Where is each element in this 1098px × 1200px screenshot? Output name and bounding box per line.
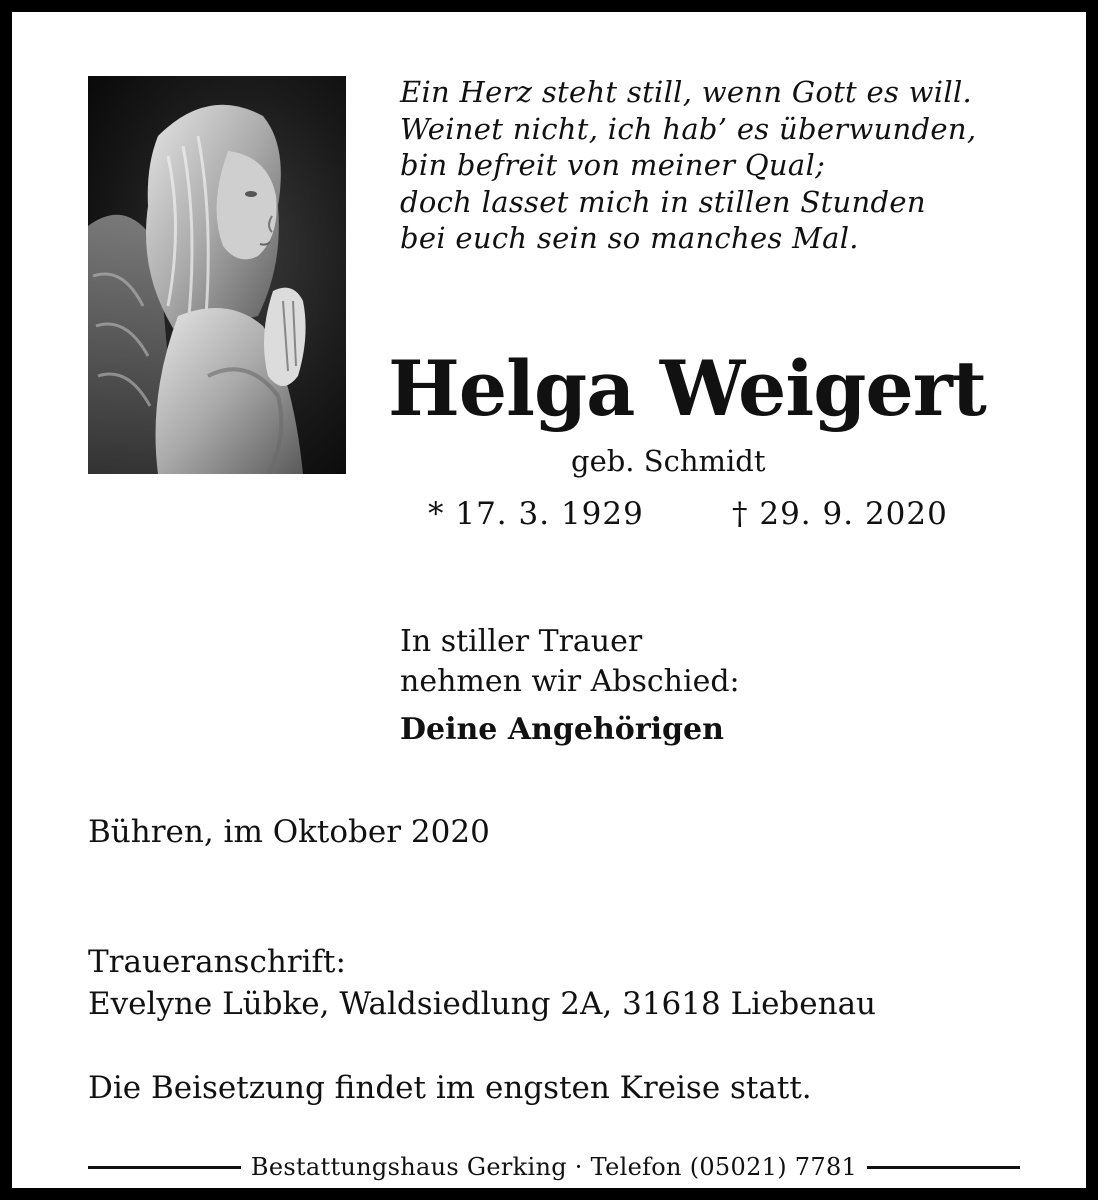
funeral-home-contact: Bestattungshaus Gerking · Telefon (05021) 7781 (250, 1153, 858, 1181)
birth-name: geb. Schmidt (571, 444, 766, 478)
footer-rule-left (88, 1166, 241, 1169)
memorial-poem (400, 74, 1040, 257)
obituary-notice (12, 12, 1086, 1188)
funeral-home-footer (88, 1152, 1020, 1182)
address-label: Traueranschrift: (88, 944, 346, 980)
poem-line: bin befreit von meiner Qual; (400, 148, 826, 182)
birth-date: * 17. 3. 1929 (428, 496, 644, 532)
poem-line: Ein Herz steht still, wenn Gott es will. (400, 75, 973, 109)
mourning-line: In stiller Trauer (400, 624, 643, 659)
poem-line: Weinet nicht, ich hab’ es überwunden, (400, 111, 977, 146)
praying-angel-icon (88, 76, 346, 474)
death-date: † 29. 9. 2020 (732, 496, 948, 532)
family-signature: Deine Angehörigen (400, 712, 724, 747)
angel-statue-photo (88, 76, 346, 474)
footer-rule-right (867, 1166, 1020, 1169)
poem-line: doch lasset mich in stillen Stunden (400, 184, 926, 219)
place-date: Bühren, im Oktober 2020 (88, 814, 490, 850)
funeral-note: Die Beisetzung findet im engsten Kreise statt. (88, 1070, 812, 1106)
mourning-line: nehmen wir Abschied: (400, 664, 740, 699)
poem-line: bei euch sein so manches Mal. (400, 221, 859, 255)
deceased-name: Helga Weigert (388, 344, 986, 433)
mourning-text (400, 622, 740, 702)
mourning-address: Evelyne Lübke, Waldsiedlung 2A, 31618 Liebenau (88, 986, 877, 1022)
